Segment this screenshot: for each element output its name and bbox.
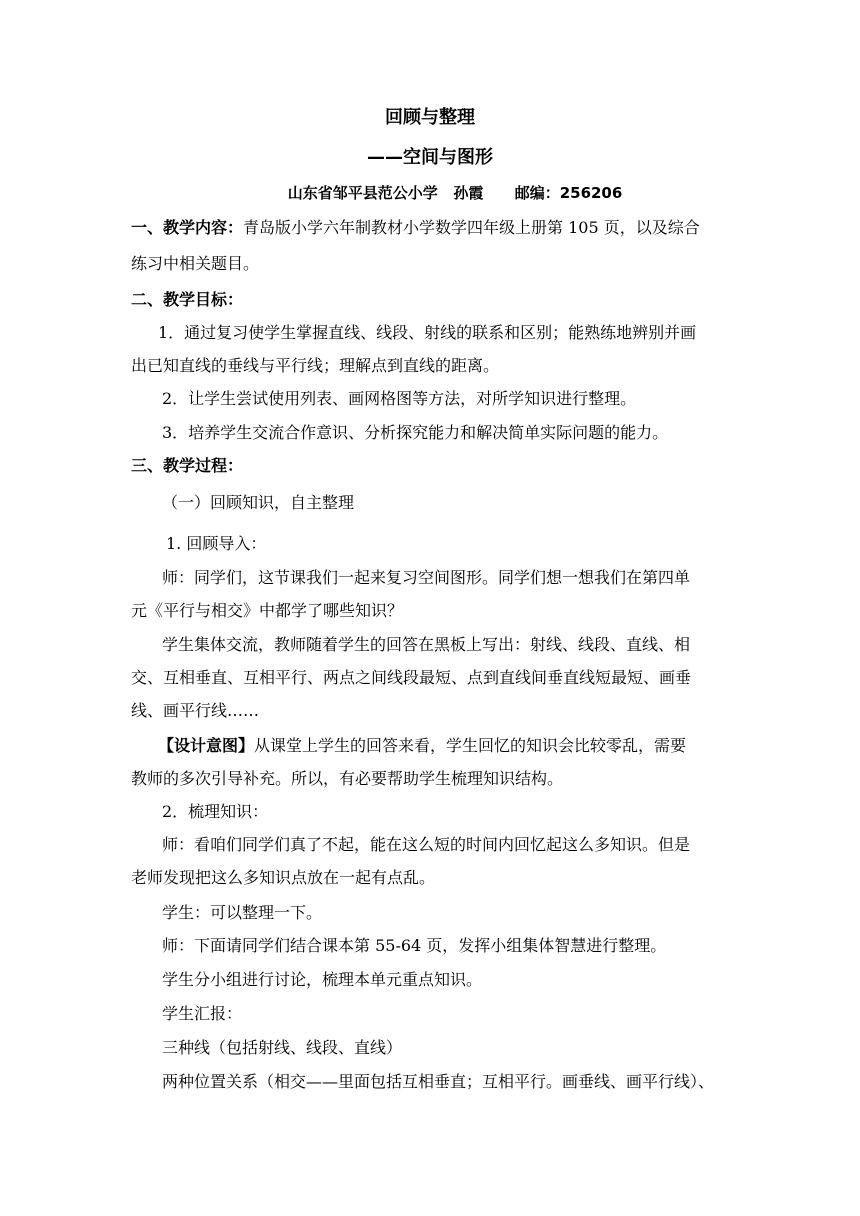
content-heading: 一、教学内容： xyxy=(131,218,244,237)
students-1-line-2: 交、互相垂直、互相平行、两点之间线段最短、点到直线间垂直线短最短、画垂 xyxy=(131,668,692,687)
goal-1-line-1: 1．通过复习使学生掌握直线、线段、射线的联系和区别；能熟练地辨别并画 xyxy=(158,323,697,342)
content-text-1: 青岛版小学六年制教材小学数学四年级上册第 105 页，以及综合 xyxy=(243,218,700,237)
design-intent-text-2: 教师的多次引导补充。所以，有必要帮助学生梳理知识结构。 xyxy=(131,769,564,788)
document-title: 回顾与整理 xyxy=(385,107,475,128)
step-1: 1. 回顾导入： xyxy=(166,534,267,553)
student-reply: 学生：可以整理一下。 xyxy=(162,903,323,922)
goal-1-line-2: 出已知直线的垂线与平行线；理解点到直线的距离。 xyxy=(131,356,500,375)
part-1-heading: （一）回顾知识，自主整理 xyxy=(162,493,355,512)
teacher-2-line-1: 师：看咱们同学们真了不起，能在这么短的时间内回忆起这么多知识。但是 xyxy=(162,835,691,854)
design-intent-text-1: 从课堂上学生的回答来看，学生回忆的知识会比较零乱，需要 xyxy=(254,736,687,755)
teacher-1-line-2: 元《平行与相交》中都学了哪些知识？ xyxy=(131,601,404,620)
group-discuss: 学生分小组进行讨论，梳理本单元重点知识。 xyxy=(162,970,483,989)
document-subtitle: ——空间与图形 xyxy=(367,147,493,168)
design-intent-tag: 【设计意图】 xyxy=(158,736,255,755)
process-heading: 三、教学过程： xyxy=(131,456,244,475)
two-relations: 两种位置关系（相交——里面包括互相垂直；互相平行。画垂线、画平行线）、 xyxy=(162,1072,715,1091)
author-line: 山东省邹平县范公小学 孙霞 邮编：256206 xyxy=(287,184,623,202)
step-2: 2．梳理知识： xyxy=(162,802,269,821)
students-1-line-3: 线、画平行线…… xyxy=(131,701,260,720)
students-1-line-1: 学生集体交流，教师随着学生的回答在黑板上写出：射线、线段、直线、相 xyxy=(162,635,691,654)
goals-heading: 二、教学目标： xyxy=(131,290,244,309)
three-lines: 三种线（包括射线、线段、直线） xyxy=(162,1038,403,1057)
goal-2: 2．让学生尝试使用列表、画网格图等方法，对所学知识进行整理。 xyxy=(162,389,637,408)
content-paragraph xyxy=(131,217,731,239)
content-text-2: 练习中相关题目。 xyxy=(131,254,260,273)
goal-3: 3．培养学生交流合作意识、分析探究能力和解决简单实际问题的能力。 xyxy=(162,423,669,442)
design-intent-paragraph xyxy=(158,735,758,757)
teacher-2-line-2: 老师发现把这么多知识点放在一起有点乱。 xyxy=(131,868,436,887)
teacher-3: 师：下面请同学们结合课本第 55-64 页，发挥小组集体智慧进行整理。 xyxy=(162,936,667,955)
teacher-1-line-1: 师：同学们，这节课我们一起来复习空间图形。同学们想一想我们在第四单 xyxy=(162,568,691,587)
report: 学生汇报： xyxy=(162,1004,243,1023)
